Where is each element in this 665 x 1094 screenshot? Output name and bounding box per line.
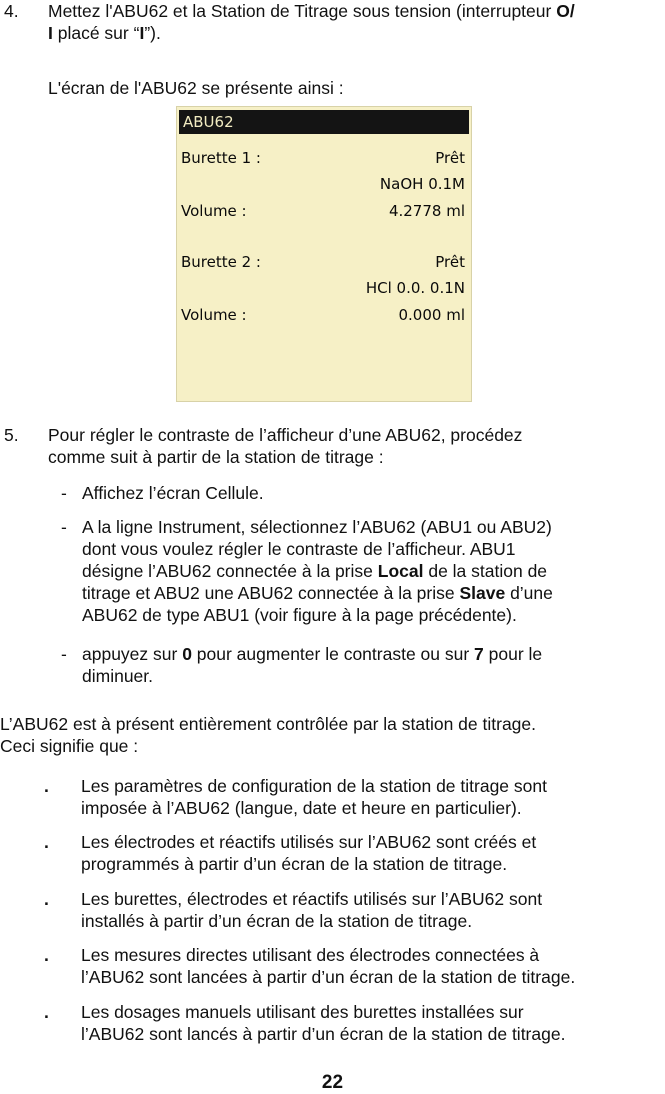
- control-line1: L’ABU62 est à présent entièrement contrôlée par la station de titrage.: [0, 714, 537, 734]
- list-item-text: [81, 888, 665, 932]
- lcd-burette1-status: Prêt: [435, 149, 465, 167]
- slave-port-label: Slave: [459, 583, 506, 603]
- bullet-marker: .: [44, 832, 49, 852]
- step-4-line1: Mettez l'ABU62 et la Station de Titrage sous tension (interrupteur: [48, 1, 557, 21]
- control-text: [0, 713, 655, 757]
- key-7-label: 7: [474, 644, 484, 664]
- sub-3-text: [82, 643, 645, 687]
- list-item-text: [81, 944, 665, 988]
- dash-marker: -: [61, 517, 67, 537]
- lcd-burette1-reagent: NaOH 0.1M: [379, 175, 465, 193]
- lcd-burette1-label: Burette 1 :: [181, 149, 261, 167]
- lcd-volume1-row: [181, 200, 465, 222]
- page-number: 22: [321, 1072, 344, 1093]
- list-item-line1: Les électrodes et réactifs utilisés sur l’ABU62 sont créés et: [81, 832, 537, 852]
- lcd-volume2-label: Volume :: [181, 306, 247, 324]
- list-item-line2: l’ABU62 sont lancées à partir d’un écran de la station de titrage.: [81, 967, 576, 987]
- list-item-line1: Les mesures directes utilisant des électrodes connectées à: [81, 945, 540, 965]
- lcd-burette2-reagent-row: [181, 277, 465, 299]
- switch-o-label: O/: [556, 1, 575, 21]
- sub-3-line1-mid: pour augmenter le contraste ou sur: [191, 644, 475, 664]
- sub-3-line1: appuyez sur: [82, 644, 183, 664]
- list-item-text: [81, 1001, 665, 1045]
- sub-3-line2: diminuer.: [82, 666, 154, 686]
- lcd-title: ABU62: [179, 110, 469, 134]
- list-item-line2: programmés à partir d’un écran de la station de titrage.: [81, 854, 508, 874]
- switch-i-label: I: [48, 23, 53, 43]
- lcd-volume1-label: Volume :: [181, 202, 247, 220]
- abu62-lcd-screen: [176, 106, 472, 402]
- sub-2-line4-end: d’une: [505, 583, 553, 603]
- sub-2-line3: désigne l’ABU62 connectée à la prise: [82, 561, 378, 581]
- sub-2-line3-end: de la station de: [423, 561, 548, 581]
- lcd-volume1-value: 4.2778 ml: [388, 202, 465, 220]
- sub-2-line2: dont vous voulez régler le contraste de l’afficheur. ABU1: [82, 539, 516, 559]
- dash-marker: -: [61, 483, 67, 503]
- step-5-text: [48, 424, 661, 468]
- sub-3-line1-end: pour le: [483, 644, 543, 664]
- switch-i-position: I: [139, 23, 145, 43]
- bullet-marker: .: [44, 776, 49, 796]
- sub-2-text: [82, 516, 645, 626]
- list-item-line1: Les burettes, électrodes et réactifs utilisés sur l’ABU62 sont: [81, 889, 543, 909]
- lcd-burette2-status: Prêt: [435, 253, 465, 271]
- key-0-label: 0: [182, 644, 192, 664]
- bullet-marker: .: [44, 945, 49, 965]
- step-4-line2-end: ”).: [144, 23, 161, 43]
- list-item-line2: installés à partir d’un écran de la station de titrage.: [81, 911, 473, 931]
- lcd-volume2-row: [181, 304, 465, 326]
- lcd-burette1-reagent-row: [181, 173, 465, 195]
- sub-2-line4: titrage et ABU2 une ABU62 connectée à la prise: [82, 583, 460, 603]
- sub-2-line5: ABU62 de type ABU1 (voir figure à la page précédente).: [82, 605, 517, 625]
- step-4-text: [48, 0, 661, 44]
- bullet-marker: .: [44, 889, 49, 909]
- list-item-line2: imposée à l’ABU62 (langue, date et heure en particulier).: [81, 798, 522, 818]
- list-item-text: [81, 775, 665, 819]
- list-item-line1: Les dosages manuels utilisant des burettes installées sur: [81, 1002, 524, 1022]
- sub-2-line1: A la ligne Instrument, sélectionnez l’ABU62 (ABU1 ou ABU2): [82, 517, 552, 537]
- lcd-burette2-row: [181, 251, 465, 273]
- bullet-marker: .: [44, 1002, 49, 1022]
- sub-1-text: Affichez l’écran Cellule.: [82, 483, 264, 503]
- list-item-text: [81, 831, 665, 875]
- control-line2: Ceci signifie que :: [0, 736, 139, 756]
- dash-marker: -: [61, 644, 67, 664]
- step-5-line2: comme suit à partir de la station de titrage :: [48, 447, 384, 467]
- lcd-volume2-value: 0.000 ml: [398, 306, 465, 324]
- list-item-line2: l’ABU62 sont lancés à partir d’un écran de la station de titrage.: [81, 1024, 566, 1044]
- step-4-number: 4.: [4, 1, 19, 21]
- lcd-burette1-row: [181, 147, 465, 169]
- step-5-number: 5.: [4, 425, 19, 445]
- lcd-burette2-reagent: HCl 0.0. 0.1N: [365, 279, 465, 297]
- lcd-burette2-label: Burette 2 :: [181, 253, 261, 271]
- step-5-line1: Pour régler le contraste de l’afficheur d’une ABU62, procédez: [48, 425, 523, 445]
- step-4-line2: placé sur “: [52, 23, 140, 43]
- local-port-label: Local: [377, 561, 424, 581]
- list-item-line1: Les paramètres de configuration de la station de titrage sont: [81, 776, 547, 796]
- screen-intro-text: L'écran de l'ABU62 se présente ainsi :: [48, 78, 344, 98]
